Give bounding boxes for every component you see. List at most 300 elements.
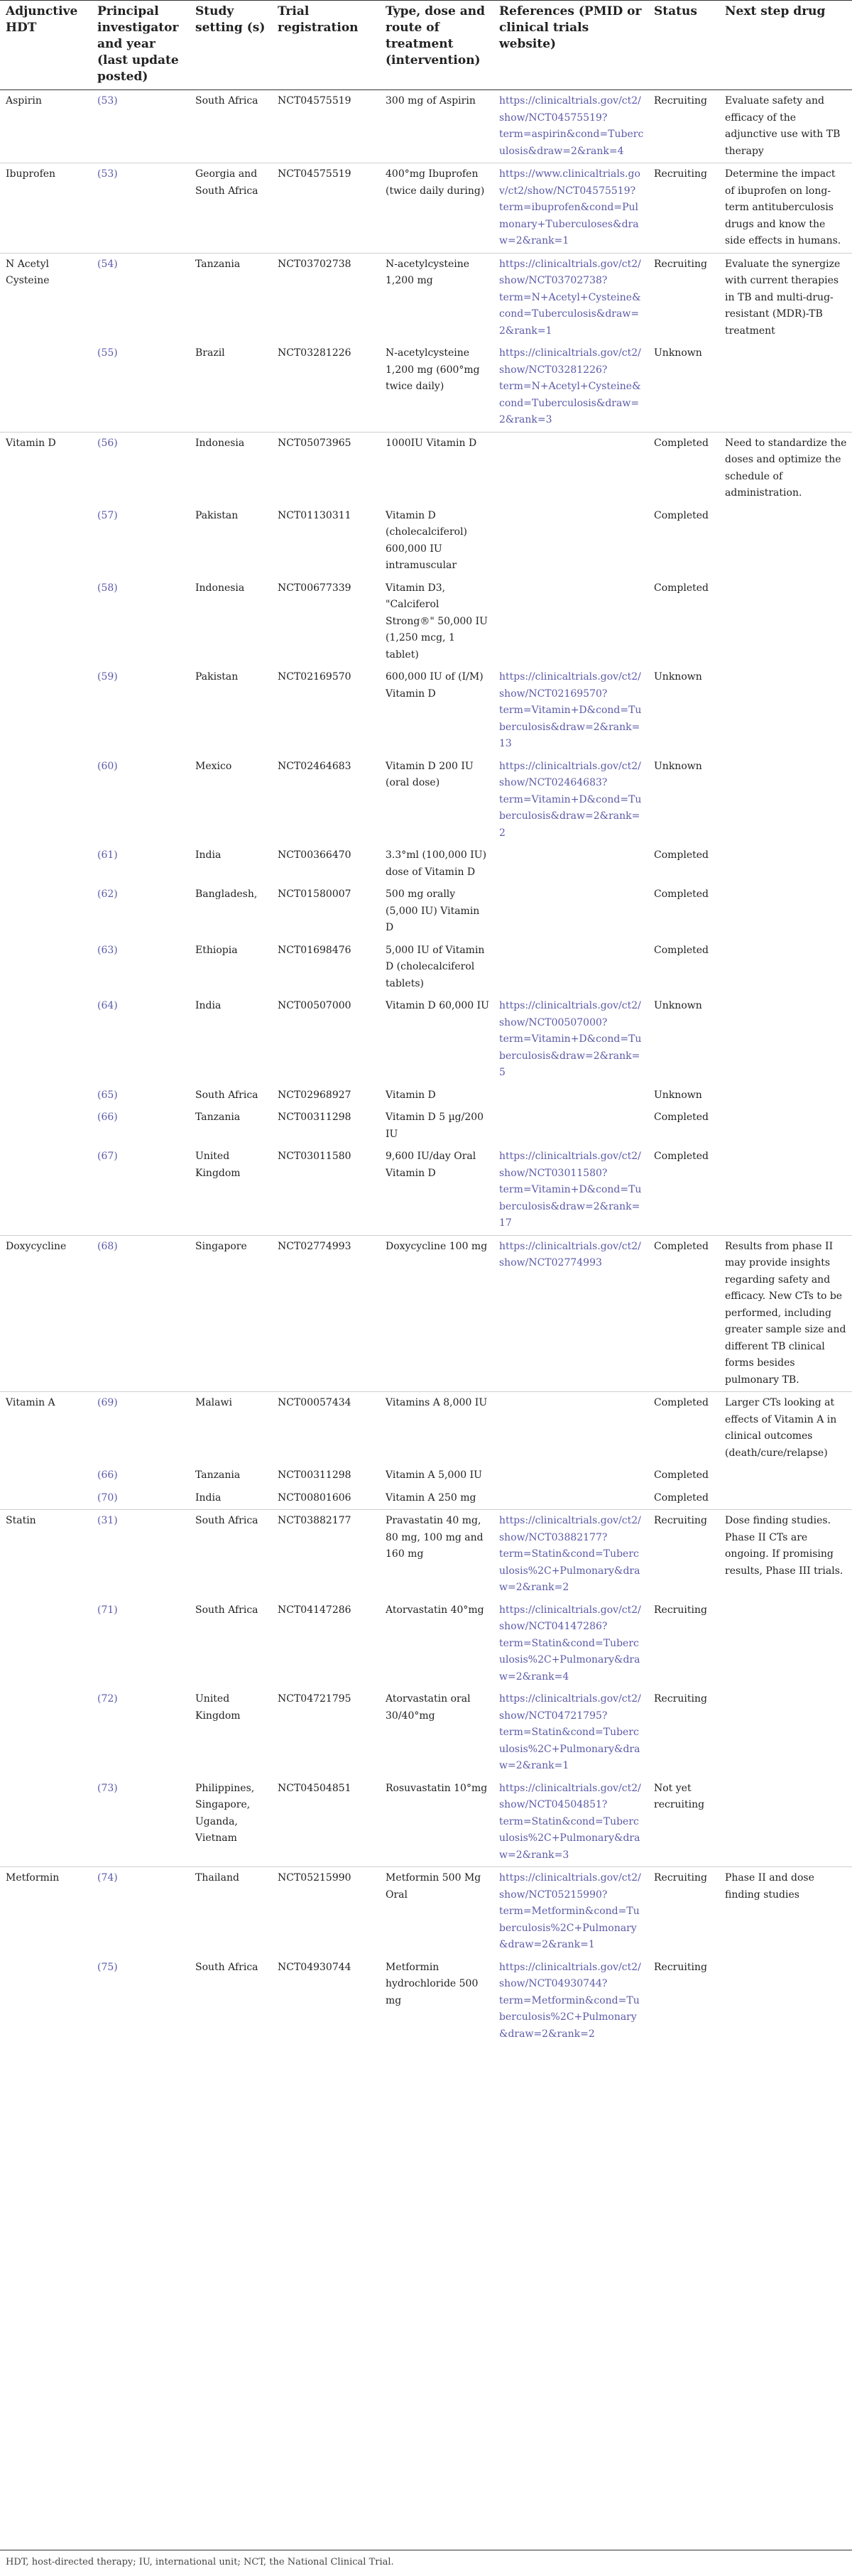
cell-trial-registration-text: NCT04575519 [278,95,351,107]
cell-study-setting-text: Indonesia [195,437,245,449]
cell-treatment [380,884,493,940]
cell-treatment-text: Vitamin D (cholecalciferol) 600,000 IU intramuscular [386,509,468,571]
cell-adjunctive-hdt [0,1146,92,1235]
cell-adjunctive-hdt [0,1107,92,1146]
cell-reference-number-text[interactable]: (65) [97,1089,118,1101]
cell-reference-link [493,90,648,163]
cell-status-text: Recruiting [654,1604,707,1616]
cell-reference-link [493,1107,648,1146]
cell-reference-link [493,940,648,996]
cell-reference-number-text[interactable]: (53) [97,95,118,107]
cell-trial-registration [272,940,380,996]
cell-reference-link-text[interactable]: https://www.clinicaltrials.gov/ct2/show/NCT04575519?term=ibuprofen&cond=Pulmonary+Tuberculoses&draw=2&rank=1 [499,168,640,246]
cell-trial-registration [272,1778,380,1867]
table-row [0,90,852,163]
cell-study-setting-text: South Africa [195,1604,258,1616]
table-row [0,505,852,577]
header-next-step-drug: Next step drug [719,1,852,90]
cell-reference-number-text[interactable]: (70) [97,1491,118,1504]
cell-adjunctive-hdt [0,1487,92,1510]
cell-reference-link-text[interactable]: https://clinicaltrials.gov/ct2/show/NCT02169570?term=Vitamin+D&cond=Tuberculosis&draw=2&rank=13 [499,671,642,749]
cell-reference-link-text[interactable]: https://clinicaltrials.gov/ct2/show/NCT03011580?term=Vitamin+D&cond=Tuberculosis&draw=2&rank=17 [499,1151,642,1229]
cell-reference-link-text[interactable]: https://clinicaltrials.gov/ct2/show/NCT04575519?term=aspirin&cond=Tuberculosis&draw=2&rank=4 [499,95,644,157]
cell-adjunctive-hdt [0,940,92,996]
cell-trial-registration [272,995,380,1085]
cell-reference-number [92,90,190,163]
cell-adjunctive-hdt [0,1957,92,2046]
cell-reference-number-text[interactable]: (64) [97,1000,118,1011]
table-header [0,1,852,90]
cell-reference-number [92,1146,190,1235]
cell-reference-number-text[interactable]: (73) [97,1782,118,1794]
cell-reference-link [493,995,648,1085]
cell-trial-registration [272,432,380,505]
cell-reference-number-text[interactable]: (55) [97,347,118,359]
cell-next-step-text: Evaluate the synergize with current therapies in TB and multi-drug-resistant (MDR)-TB treatment [725,258,841,337]
cell-adjunctive-hdt-text: Vitamin A [6,1397,55,1408]
cell-study-setting [190,1599,272,1689]
header-adjunctive-hdt: Adjunctive HDT [0,1,92,90]
cell-reference-link-text[interactable]: https://clinicaltrials.gov/ct2/show/NCT05215990?term=Metformin&cond=Tuberculosis%2C+Pulmonary&draw=2&rank=1 [499,1872,641,1950]
cell-reference-link-text[interactable]: https://clinicaltrials.gov/ct2/show/NCT02464683?term=Vitamin+D&cond=Tuberculosis&draw=2&rank=2 [499,760,642,839]
cell-status [648,1957,719,2046]
cell-status [648,884,719,940]
cell-adjunctive-hdt [0,1085,92,1107]
cell-reference-number-text[interactable]: (71) [97,1604,118,1616]
cell-treatment [380,1464,493,1487]
cell-study-setting-text: South Africa [195,95,258,107]
table-body [0,90,852,2046]
table-row [0,884,852,940]
cell-next-step [719,940,852,996]
table-row [0,432,852,505]
cell-trial-registration [272,163,380,254]
cell-status [648,1778,719,1867]
cell-treatment [380,577,493,667]
cell-reference-number [92,1778,190,1867]
cell-adjunctive-hdt [0,1235,92,1392]
header-study-setting: Study setting (s) [190,1,272,90]
cell-study-setting-text: Pakistan [195,671,239,683]
cell-reference-number-text[interactable]: (59) [97,671,118,683]
cell-treatment-text: Atorvastatin 40°mg [386,1604,484,1616]
cell-status-text: Completed [654,1397,709,1408]
cell-study-setting-text: United Kingdom [195,1151,241,1179]
cell-study-setting-text: Indonesia [195,582,245,594]
cell-adjunctive-hdt [0,884,92,940]
cell-status-text: Completed [654,582,709,594]
cell-treatment-text: 300 mg of Aspirin [386,95,476,107]
table-row [0,163,852,254]
cell-reference-number [92,995,190,1085]
table-row [0,1146,852,1235]
cell-trial-registration-text: NCT00366470 [278,849,351,861]
cell-next-step [719,1107,852,1146]
cell-status-text: Unknown [654,347,702,359]
cell-study-setting [190,163,272,254]
cell-status [648,1235,719,1392]
cell-study-setting [190,1487,272,1510]
cell-trial-registration [272,884,380,940]
cell-reference-link [493,1688,648,1778]
cell-study-setting [190,844,272,884]
cell-trial-registration-text: NCT04721795 [278,1693,351,1705]
cell-adjunctive-hdt [0,756,92,845]
cell-reference-number-text[interactable]: (74) [97,1872,118,1884]
cell-adjunctive-hdt [0,1392,92,1465]
cell-next-step-text: Larger CTs looking at effects of Vitamin A in clinical outcomes (death/cure/relapse) [725,1397,837,1459]
cell-treatment [380,432,493,505]
cell-treatment [380,342,493,432]
cell-treatment-text: 3.3°ml (100,000 IU) dose of Vitamin D [386,849,487,878]
cell-trial-registration [272,90,380,163]
cell-status [648,342,719,432]
cell-status [648,844,719,884]
cell-trial-registration-text: NCT03011580 [278,1151,351,1162]
cell-status-text: Unknown [654,671,702,683]
cell-status [648,1392,719,1465]
cell-treatment [380,1778,493,1867]
cell-trial-registration [272,1957,380,2046]
cell-trial-registration [272,1599,380,1689]
cell-next-step-text: Phase II and dose finding studies [725,1872,814,1901]
cell-treatment-text: Atorvastatin oral 30/40°mg [386,1693,471,1722]
table-row [0,253,852,342]
header-status: Status [648,1,719,90]
cell-reference-link [493,1487,648,1510]
cell-reference-link [493,844,648,884]
cell-status [648,163,719,254]
cell-treatment-text: Rosuvastatin 10°mg [386,1782,488,1794]
cell-next-step [719,90,852,163]
cell-study-setting-text: South Africa [195,1961,258,1973]
cell-next-step [719,342,852,432]
cell-reference-link-text[interactable]: https://clinicaltrials.gov/ct2/show/NCT02774993 [499,1240,641,1268]
cell-trial-registration-text: NCT01580007 [278,888,351,900]
cell-trial-registration-text: NCT05215990 [278,1872,351,1884]
cell-treatment-text: 1000IU Vitamin D [386,437,477,449]
cell-treatment-text: N-acetylcysteine 1,200 mg (600°mg twice daily) [386,347,480,392]
cell-treatment [380,1235,493,1392]
cell-treatment-text: 9,600 IU/day Oral Vitamin D [386,1151,476,1179]
cell-reference-number-text[interactable]: (63) [97,944,118,956]
table-row [0,756,852,845]
cell-status [648,1867,719,1957]
cell-study-setting-text: India [195,1491,222,1504]
cell-next-step [719,432,852,505]
header-row [0,1,852,90]
table-row [0,1957,852,2046]
cell-treatment-text: N-acetylcysteine 1,200 mg [386,258,470,286]
cell-trial-registration-text: NCT01698476 [278,944,351,956]
cell-status-text: Recruiting [654,1961,707,1973]
cell-treatment [380,163,493,254]
cell-status-text: Unknown [654,1089,702,1101]
cell-reference-link-text[interactable]: https://clinicaltrials.gov/ct2/show/NCT00507000?term=Vitamin+D&cond=Tuberculosis&draw=2&rank=5 [499,1000,642,1078]
cell-reference-number-text[interactable]: (58) [97,582,118,594]
table-row [0,342,852,432]
cell-treatment [380,1510,493,1599]
cell-reference-number-text[interactable]: (61) [97,849,118,861]
cell-study-setting [190,1688,272,1778]
cell-reference-number [92,505,190,577]
cell-study-setting [190,1146,272,1235]
cell-reference-number [92,940,190,996]
cell-status [648,995,719,1085]
cell-reference-link-text[interactable]: https://clinicaltrials.gov/ct2/show/NCT04147286?term=Statin&cond=Tuberculosis%2C+Pulmonary&draw=2&rank=4 [499,1604,641,1683]
cell-study-setting [190,1957,272,2046]
cell-trial-registration-text: NCT02774993 [278,1240,351,1252]
cell-trial-registration [272,844,380,884]
cell-adjunctive-hdt [0,90,92,163]
cell-treatment [380,756,493,845]
cell-reference-number [92,1487,190,1510]
cell-treatment [380,90,493,163]
cell-reference-number [92,1235,190,1392]
cell-study-setting-text: Pakistan [195,509,239,521]
cell-study-setting-text: Brazil [195,347,225,359]
cell-trial-registration-text: NCT03281226 [278,347,351,359]
table-row [0,577,852,667]
cell-reference-link [493,1599,648,1689]
cell-adjunctive-hdt [0,577,92,667]
cell-status [648,505,719,577]
cell-reference-number-text[interactable]: (54) [97,258,118,270]
cell-status-text: Recruiting [654,258,707,270]
cell-study-setting-text: United Kingdom [195,1693,241,1722]
cell-reference-link [493,1085,648,1107]
table-row [0,1688,852,1778]
cell-treatment [380,1599,493,1689]
cell-study-setting-text: India [195,1000,222,1011]
cell-reference-number-text[interactable]: (56) [97,437,118,449]
table-row [0,1599,852,1689]
cell-trial-registration-text: NCT00057434 [278,1397,351,1408]
cell-trial-registration-text: NCT00311298 [278,1112,351,1123]
cell-next-step [719,1510,852,1599]
cell-reference-link [493,666,648,756]
cell-treatment [380,1688,493,1778]
cell-reference-number-text[interactable]: (69) [97,1397,118,1408]
cell-status-text: Completed [654,1151,709,1162]
cell-reference-link-text[interactable]: https://clinicaltrials.gov/ct2/show/NCT04504851?term=Statin&cond=Tuberculosis%2C+Pulmonary&draw=2&rank=3 [499,1782,641,1861]
cell-reference-link [493,342,648,432]
table-row [0,666,852,756]
cell-reference-number [92,1867,190,1957]
cell-trial-registration [272,1392,380,1465]
cell-reference-number [92,1688,190,1778]
cell-adjunctive-hdt [0,1464,92,1487]
header-trial-registration: Trial registration [272,1,380,90]
cell-reference-number-text[interactable]: (75) [97,1961,118,1973]
cell-study-setting-text: Tanzania [195,1112,241,1123]
cell-adjunctive-hdt-text: N Acetyl Cysteine [6,258,50,286]
cell-status-text: Unknown [654,1000,702,1011]
cell-next-step [719,1392,852,1465]
cell-trial-registration-text: NCT04575519 [278,168,351,180]
cell-study-setting-text: Thailand [195,1872,239,1884]
cell-status [648,1085,719,1107]
cell-reference-number-text[interactable]: (68) [97,1240,118,1252]
cell-treatment [380,1867,493,1957]
cell-reference-number [92,1392,190,1465]
cell-study-setting-text: Tanzania [195,1469,241,1481]
cell-treatment-text: Vitamin D 60,000 IU [386,1000,489,1011]
cell-study-setting [190,90,272,163]
cell-next-step [719,666,852,756]
cell-reference-link-text[interactable]: https://clinicaltrials.gov/ct2/show/NCT03281226?term=N+Acetyl+Cysteine&cond=Tuberculosis&draw=2&rank=3 [499,347,641,425]
cell-adjunctive-hdt-text: Ibuprofen [6,168,56,180]
cell-trial-registration [272,1510,380,1599]
cell-trial-registration [272,505,380,577]
cell-next-step-text: Need to standardize the doses and optimize the schedule of administration. [725,437,847,499]
cell-reference-number-text[interactable]: (60) [97,760,118,772]
cell-next-step [719,884,852,940]
cell-reference-link-text[interactable]: https://clinicaltrials.gov/ct2/show/NCT04721795?term=Statin&cond=Tuberculosis%2C+Pulmonary&draw=2&rank=1 [499,1693,641,1771]
cell-reference-number [92,1464,190,1487]
cell-reference-number-text[interactable]: (67) [97,1151,118,1162]
cell-next-step [719,1085,852,1107]
cell-reference-number [92,432,190,505]
cell-reference-number [92,577,190,667]
cell-trial-registration [272,1867,380,1957]
cell-adjunctive-hdt [0,1688,92,1778]
cell-reference-link [493,1867,648,1957]
cell-reference-number [92,844,190,884]
cell-reference-number-text[interactable]: (66) [97,1112,118,1123]
cell-status-text: Completed [654,1491,709,1504]
cell-study-setting [190,1107,272,1146]
cell-study-setting [190,1867,272,1957]
cell-reference-link [493,577,648,667]
cell-reference-number [92,1510,190,1599]
cell-reference-link [493,1510,648,1599]
cell-adjunctive-hdt [0,995,92,1085]
cell-reference-number-text[interactable]: (72) [97,1693,118,1705]
cell-status [648,577,719,667]
cell-status-text: Recruiting [654,1515,707,1526]
cell-status [648,90,719,163]
cell-trial-registration [272,253,380,342]
cell-next-step [719,505,852,577]
cell-reference-number-text[interactable]: (57) [97,509,118,521]
cell-status [648,666,719,756]
cell-study-setting [190,1392,272,1465]
cell-study-setting-text: South Africa [195,1515,258,1526]
cell-adjunctive-hdt-text: Metformin [6,1872,60,1884]
cell-status [648,253,719,342]
cell-treatment-text: Doxycycline 100 mg [386,1240,488,1252]
table-row [0,1778,852,1867]
cell-reference-number [92,884,190,940]
cell-trial-registration-text: NCT00677339 [278,582,351,594]
cell-trial-registration [272,1487,380,1510]
table-row [0,1107,852,1146]
cell-study-setting-text: Malawi [195,1397,232,1408]
cell-reference-link [493,1957,648,2046]
cell-reference-number [92,1085,190,1107]
cell-trial-registration-text: NCT02169570 [278,671,351,683]
cell-treatment-text: Vitamins A 8,000 IU [386,1397,488,1408]
cell-reference-number-text[interactable]: (66) [97,1469,118,1481]
cell-treatment-text: Vitamin D [386,1089,436,1101]
cell-reference-number [92,1599,190,1689]
table-row [0,1392,852,1465]
cell-reference-number [92,342,190,432]
cell-treatment [380,1957,493,2046]
cell-trial-registration [272,1107,380,1146]
table-row [0,995,852,1085]
cell-study-setting-text: Philippines, Singapore, Uganda, Vietnam [195,1782,255,1844]
cell-treatment-text: 600,000 IU of (I/M) Vitamin D [386,671,484,700]
cell-study-setting [190,940,272,996]
header-principal-investigator: Principal investigator and year (last update posted) [92,1,190,90]
cell-status-text: Recruiting [654,1872,707,1884]
cell-reference-link [493,1235,648,1392]
cell-reference-link-text[interactable]: https://clinicaltrials.gov/ct2/show/NCT03702738?term=N+Acetyl+Cysteine&cond=Tuberculosis&draw=2&rank=1 [499,258,641,337]
cell-study-setting [190,577,272,667]
cell-treatment-text: Metformin hydrochloride 500 mg [386,1961,479,2006]
cell-study-setting [190,505,272,577]
cell-reference-link [493,253,648,342]
cell-study-setting [190,1235,272,1392]
table-row [0,940,852,996]
cell-treatment [380,1487,493,1510]
cell-status [648,1146,719,1235]
cell-study-setting-text: Mexico [195,760,232,772]
cell-next-step-text: Evaluate safety and efficacy of the adjunctive use with TB therapy [725,95,841,157]
cell-treatment [380,253,493,342]
cell-trial-registration-text: NCT02968927 [278,1089,351,1101]
cell-treatment-text: 5,000 IU of Vitamin D (cholecalciferol tablets) [386,944,485,989]
table-row [0,1464,852,1487]
cell-reference-link [493,884,648,940]
cell-reference-number-text[interactable]: (53) [97,168,118,180]
cell-adjunctive-hdt [0,163,92,254]
cell-next-step [719,1688,852,1778]
cell-adjunctive-hdt [0,342,92,432]
cell-trial-registration [272,1146,380,1235]
cell-status [648,1688,719,1778]
cell-treatment-text: Metformin 500 Mg Oral [386,1872,481,1901]
cell-study-setting-text: Tanzania [195,258,241,270]
cell-adjunctive-hdt-text: Vitamin D [6,437,56,449]
cell-reference-number-text[interactable]: (31) [97,1515,118,1526]
cell-status [648,432,719,505]
cell-adjunctive-hdt [0,432,92,505]
cell-adjunctive-hdt [0,1599,92,1689]
cell-study-setting-text: India [195,849,222,861]
cell-treatment [380,1107,493,1146]
cell-reference-link-text[interactable]: https://clinicaltrials.gov/ct2/show/NCT04930744?term=Metformin&cond=Tuberculosis%2C+Pulmonary&draw=2&rank=2 [499,1961,641,2040]
cell-trial-registration [272,1235,380,1392]
table-row [0,1510,852,1599]
cell-status-text: Completed [654,944,709,956]
cell-status [648,756,719,845]
cell-treatment [380,1146,493,1235]
cell-status [648,1510,719,1599]
cell-trial-registration-text: NCT02464683 [278,760,351,772]
cell-reference-link [493,1146,648,1235]
cell-study-setting-text: Bangladesh, [195,888,258,900]
cell-adjunctive-hdt-text: Statin [6,1515,36,1526]
cell-treatment [380,505,493,577]
cell-adjunctive-hdt [0,1867,92,1957]
cell-reference-link-text[interactable]: https://clinicaltrials.gov/ct2/show/NCT03882177?term=Statin&cond=Tuberculosis%2C+Pulmonary&draw=2&rank=2 [499,1515,641,1593]
table-row [0,1867,852,1957]
cell-reference-number-text[interactable]: (62) [97,888,118,900]
cell-study-setting [190,1464,272,1487]
